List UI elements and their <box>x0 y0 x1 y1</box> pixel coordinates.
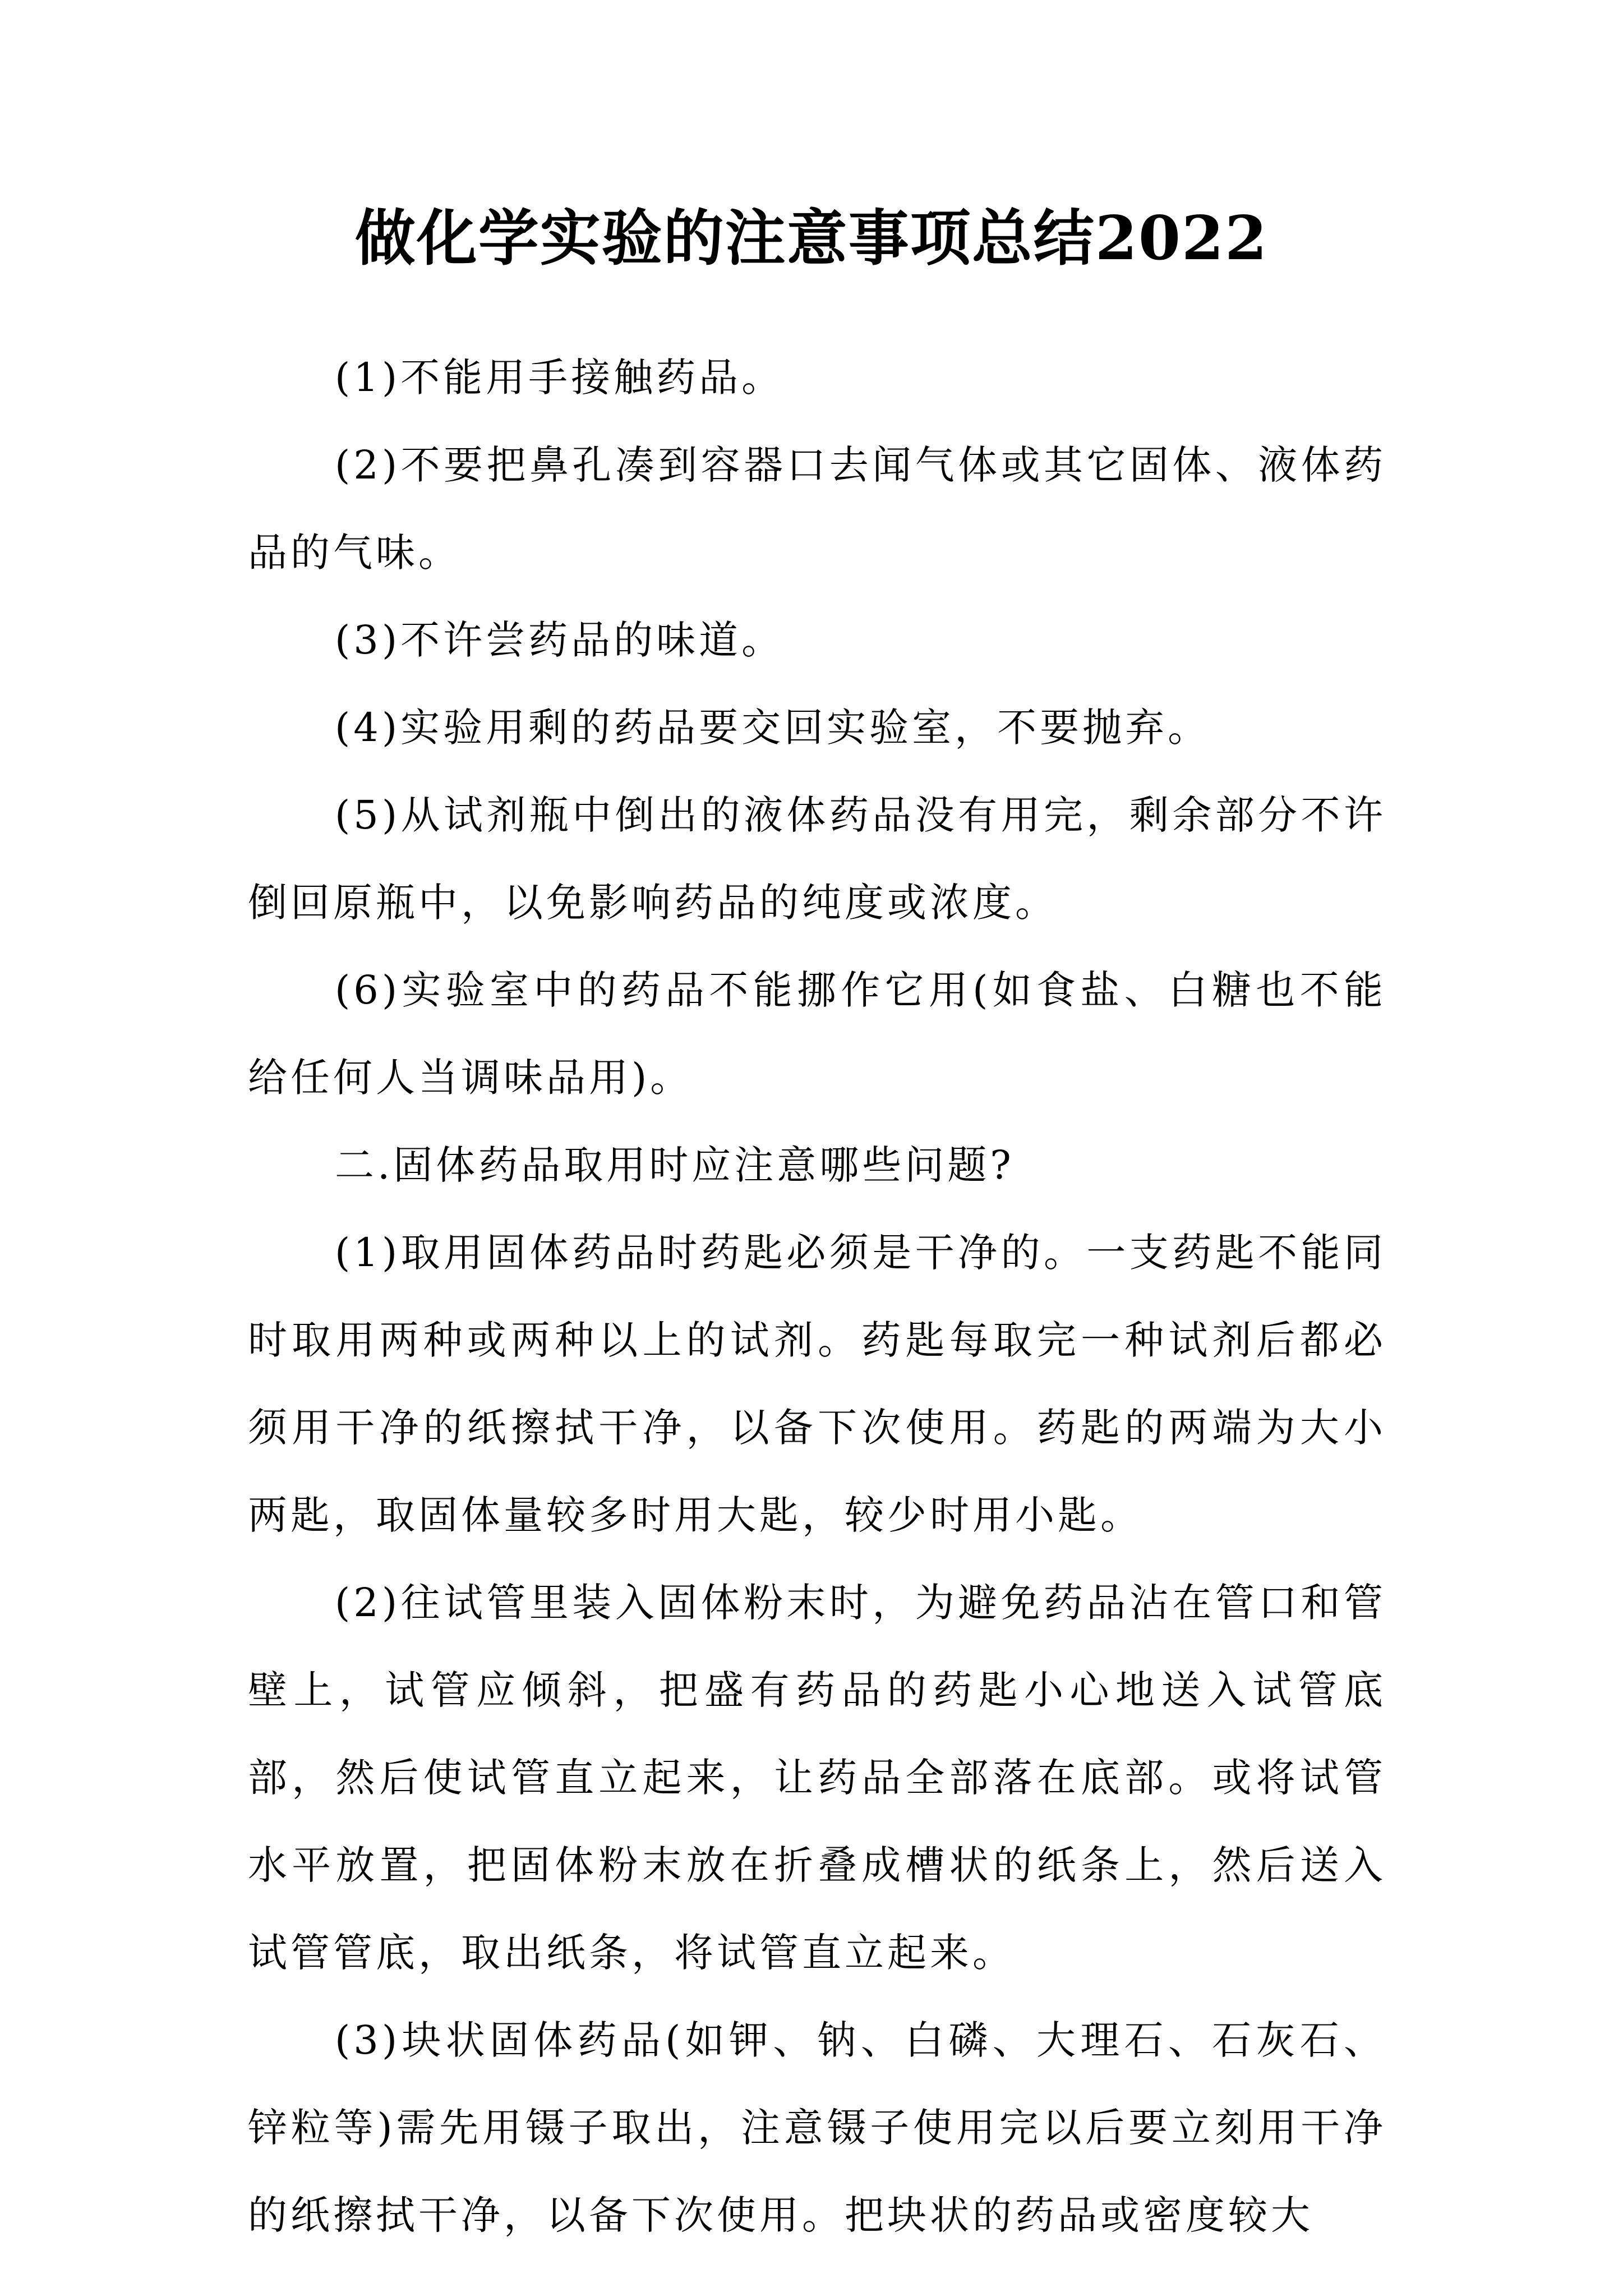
paragraph-8: (2)往试管里装入固体粉末时，为避免药品沾在管口和管壁上，试管应倾斜，把盛有药品的药匙小心地送入试管底部，然后使试管直立起来，让药品全部落在底部。或将试管水平放置，把固体粉末放在折叠成槽状的纸条上，然后送入试管管底，取出纸条，将试管直立起来。 <box>248 1580 1386 1976</box>
paragraph-6: (6)实验室中的药品不能挪作它用(如食盐、白糖也不能给任何人当调味品用)。 <box>248 967 1386 1101</box>
paragraph-7: (1)取用固体药品时药匙必须是干净的。一支药匙不能同时取用两种或两种以上的试剂。药匙每取完一种试剂后都必须用干净的纸擦拭干净，以备下次使用。药匙的两端为大小两匙，取固体量较多时用大匙，较少时用小匙。 <box>248 1230 1386 1538</box>
paragraph-1: (1)不能用手接触药品。 <box>335 355 785 401</box>
paragraph-9: (3)块状固体药品(如钾、钠、白磷、大理石、石灰石、锌粒等)需先用镊子取出，注意镊子使用完以后要立刻用干净的纸擦拭干净，以备下次使用。把块状的药品或密度较大 <box>248 2017 1386 2238</box>
paragraph-5: (5)从试剂瓶中倒出的液体药品没有用完，剩余部分不许倒回原瓶中，以免影响药品的纯度或浓度。 <box>248 792 1386 926</box>
document-body <box>248 334 1386 2259</box>
paragraph-3: (3)不许尝药品的味道。 <box>335 617 785 663</box>
paragraph-4: (4)实验用剩的药品要交回实验室，不要抛弃。 <box>335 705 1211 751</box>
document-title: 做化学实验的注意事项总结2022 <box>354 203 1269 274</box>
paragraph-2: (2)不要把鼻孔凑到容器口去闻气体或其它固体、液体药品的气味。 <box>248 442 1386 576</box>
section-heading: 二.固体药品取用时应注意哪些问题? <box>335 1142 1015 1188</box>
